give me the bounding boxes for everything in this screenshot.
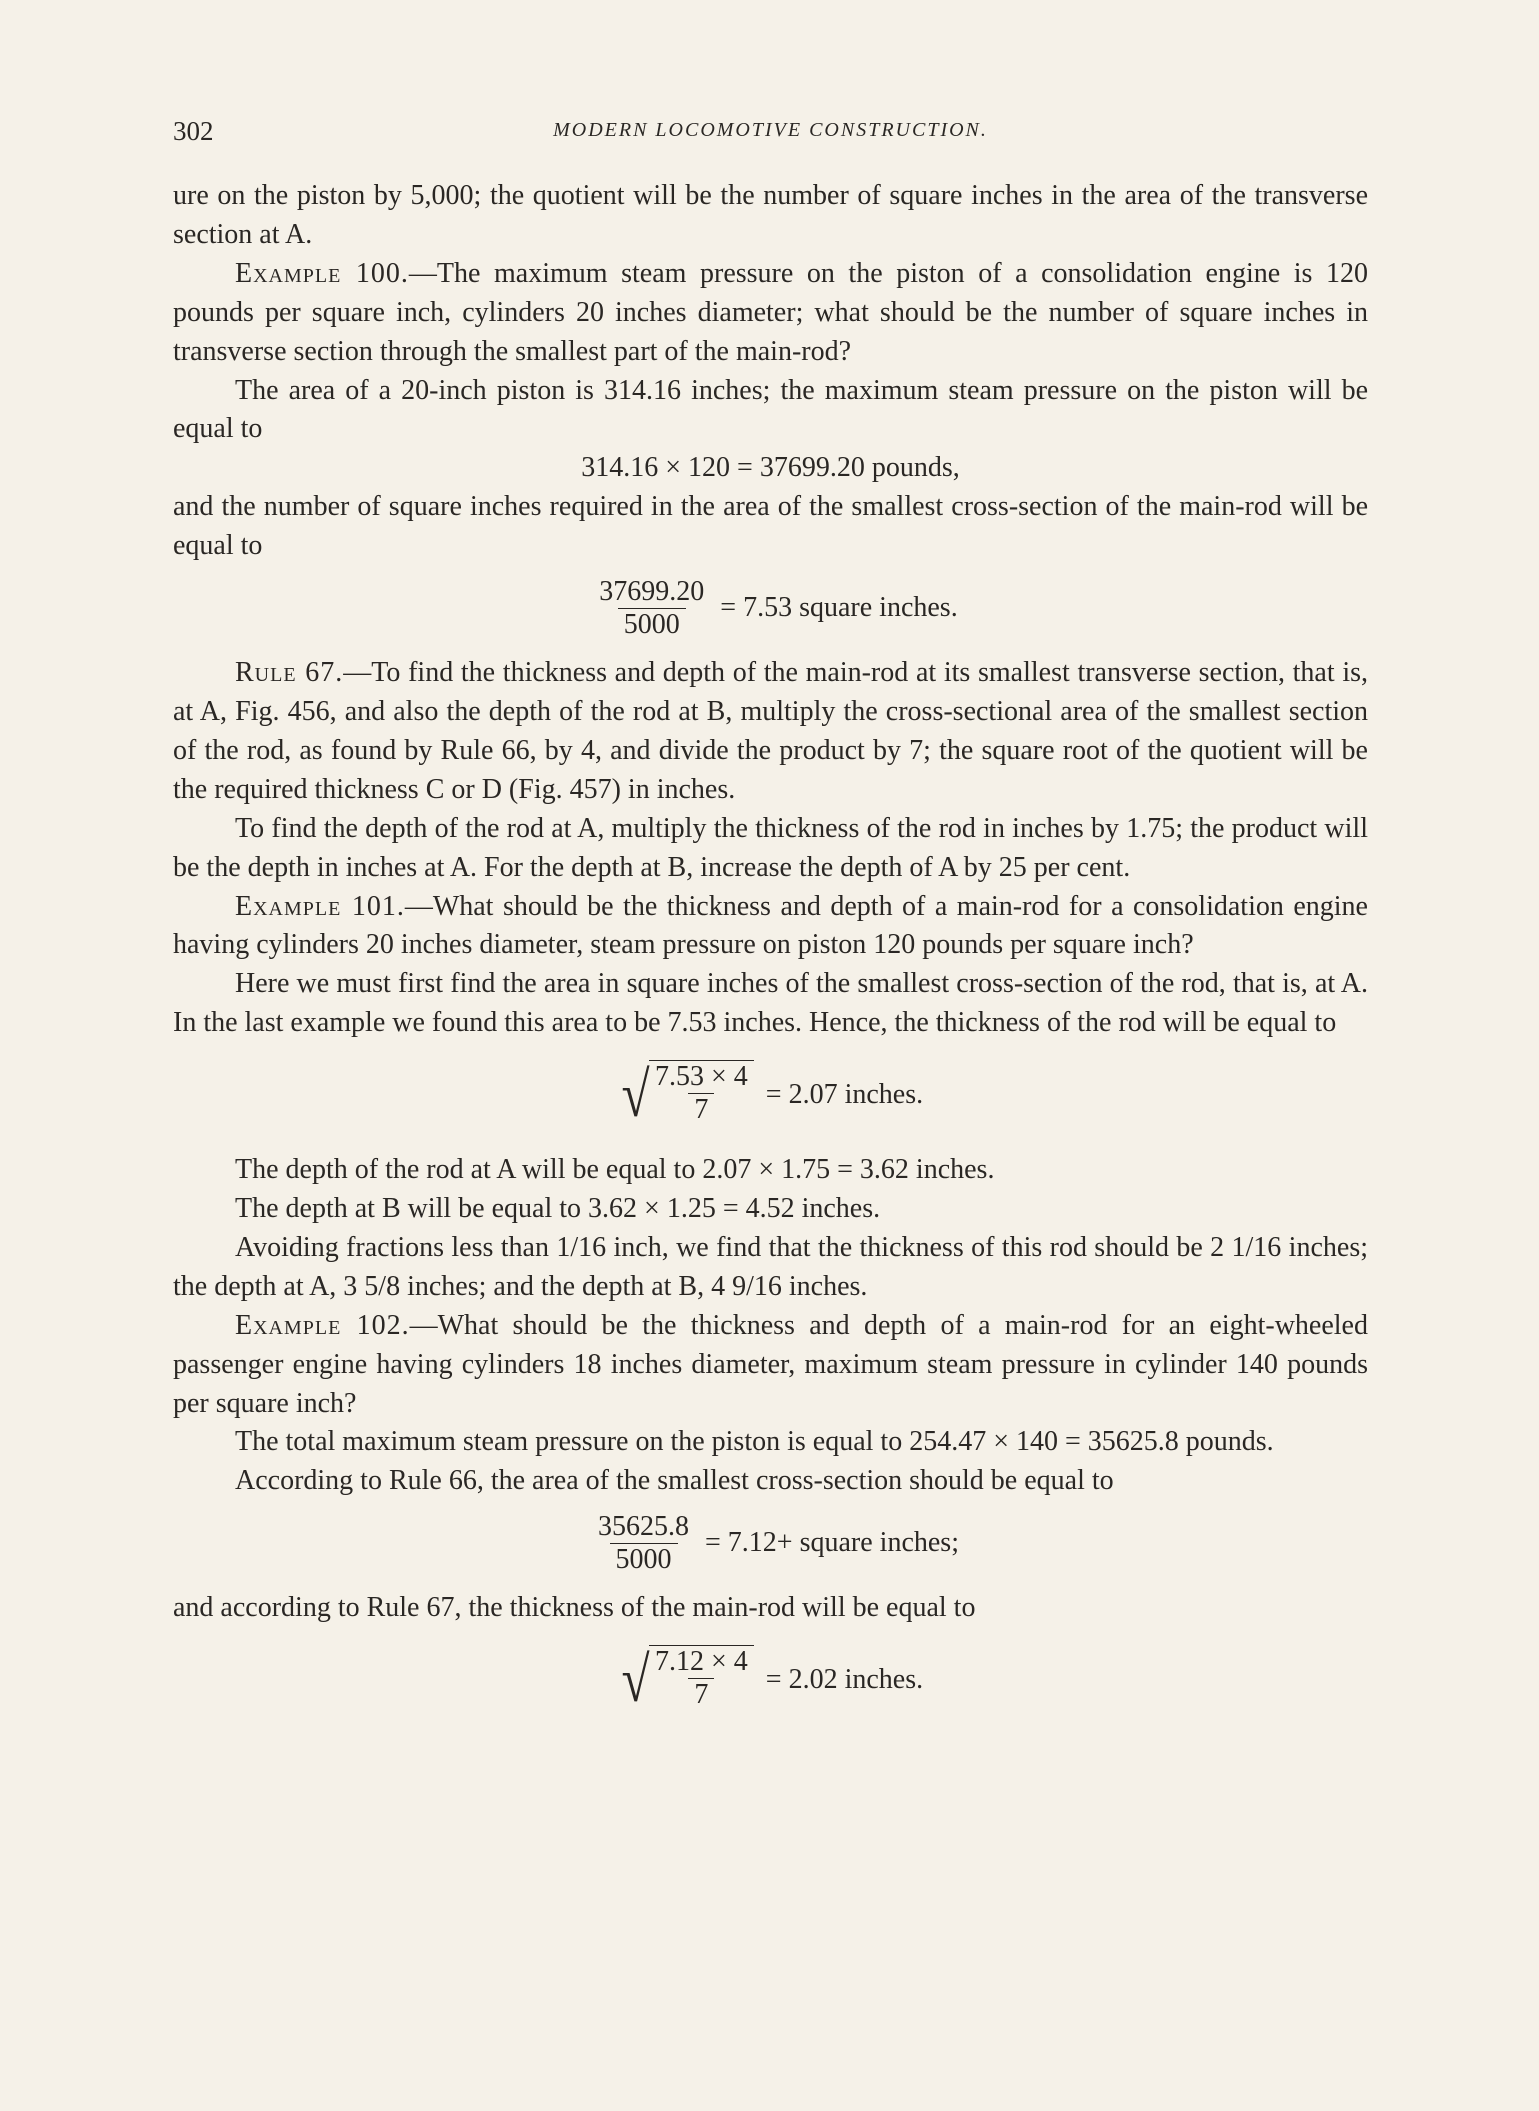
paragraph: The area of a 20-inch piston is 314.16 inches; the maximum steam pressure on the piston will be equal to bbox=[173, 374, 1368, 445]
radicand bbox=[649, 1060, 754, 1130]
paragraph: and according to Rule 67, the thickness of the main-rod will be equal to bbox=[173, 1592, 976, 1624]
denominator: 7 bbox=[688, 1678, 714, 1711]
sqrt-equation-2 bbox=[173, 1632, 1368, 1728]
paragraph: The depth at B will be equal to 3.62 × 1.25 = 4.52 inches. bbox=[235, 1193, 881, 1225]
example-text: —The maximum steam pressure on the piston of a consolidation engine is 120 pounds per square inch, cylinders 20 inches diameter; what should be the number of square inches in transverse section through the smallest part of the main-rod? bbox=[173, 257, 1368, 367]
paragraph: According to Rule 66, the area of the smallest cross-section should be equal to bbox=[235, 1465, 1114, 1497]
equation-1: 314.16 × 120 = 37699.20 pounds, bbox=[581, 452, 960, 484]
radical-sign: √ bbox=[621, 1644, 650, 1716]
example-100 bbox=[173, 255, 1368, 372]
radical-sign: √ bbox=[621, 1059, 650, 1131]
rule-text: —To find the thickness and depth of the main-rod at its smallest transverse section, that is, at A, Fig. 456, and also the depth of the rod at B, multiply the cross-sectional area of the smallest section of the rod, as found by Rule 66, by 4, and divide the product by 7; the square root of the quotient will be the required thickness C or D (Fig. 457) in inches. bbox=[173, 657, 1368, 805]
equation-result: = 7.53 square inches. bbox=[720, 591, 958, 623]
example-label: Example 100. bbox=[235, 257, 409, 289]
square-root bbox=[618, 1645, 754, 1715]
numerator: 37699.20 bbox=[599, 575, 705, 607]
rule-label: Rule 67. bbox=[235, 657, 344, 689]
numerator: 35625.8 bbox=[598, 1510, 690, 1542]
page-body bbox=[173, 177, 1368, 1736]
example-text: —What should be the thickness and depth of a main-rod for an eight-wheeled passenger engine having cylinders 18 inches diameter, maximum steam pressure in cylinder 140 pounds per square inch? bbox=[173, 1309, 1368, 1419]
equation-result: = 7.12+ square inches; bbox=[705, 1526, 959, 1558]
example-text: —What should be the thickness and depth of a main-rod for a consolidation engine having cylinders 20 inches diameter, steam pressure on piston 120 pounds per square inch? bbox=[173, 890, 1368, 961]
example-102 bbox=[173, 1307, 1368, 1424]
paragraph: The total maximum steam pressure on the piston is equal to 254.47 × 140 = 35625.8 pounds. bbox=[235, 1426, 1274, 1458]
paragraph: Avoiding fractions less than 1/16 inch, we find that the thickness of this rod should be 2 1/16 inches; the depth at A, 3 5/8 inches; and the depth at B, 4 9/16 inches. bbox=[173, 1231, 1368, 1302]
fraction bbox=[593, 576, 710, 641]
numerator: 7.12 × 4 bbox=[655, 1646, 748, 1678]
paragraph: Here we must first find the area in square inches of the smallest cross-section of the rod, that is, at A. In the last example we found this area to be 7.53 inches. Hence, the thickness of the rod will be equal to bbox=[173, 968, 1368, 1039]
paragraph: ure on the piston by 5,000; the quotient will be the number of square inches in the area of the transverse section at A. bbox=[173, 180, 1368, 250]
page-number: 302 bbox=[173, 116, 214, 146]
example-label: Example 101. bbox=[235, 890, 405, 922]
paragraph: The depth of the rod at A will be equal to 2.07 × 1.75 = 3.62 inches. bbox=[235, 1154, 995, 1186]
running-title: MODERN LOCOMOTIVE CONSTRUCTION. bbox=[553, 119, 988, 141]
sqrt-equation-1 bbox=[173, 1047, 1368, 1143]
radicand bbox=[649, 1645, 754, 1715]
rule-67 bbox=[173, 654, 1368, 810]
example-101 bbox=[173, 888, 1368, 966]
fraction-equation-1 bbox=[173, 568, 1368, 648]
equation-result: = 2.02 inches. bbox=[765, 1663, 924, 1695]
equation-result: = 2.07 inches. bbox=[765, 1078, 924, 1110]
square-root bbox=[618, 1060, 754, 1130]
denominator: 7 bbox=[688, 1093, 714, 1126]
numerator: 7.53 × 4 bbox=[655, 1061, 748, 1093]
example-label: Example 102. bbox=[235, 1309, 410, 1341]
paragraph: and the number of square inches required in the area of the smallest cross-section of the main-rod will be equal to bbox=[173, 491, 1368, 562]
denominator: 5000 bbox=[610, 1543, 678, 1576]
fraction bbox=[592, 1511, 695, 1576]
denominator: 5000 bbox=[618, 608, 686, 641]
fraction-equation-2 bbox=[173, 1503, 1368, 1583]
page-header bbox=[173, 116, 1368, 156]
paragraph: To find the depth of the rod at A, multiply the thickness of the rod in inches by 1.75; the product will be the depth in inches at A. For the depth at B, increase the depth of A by 25 per cent. bbox=[173, 812, 1368, 883]
